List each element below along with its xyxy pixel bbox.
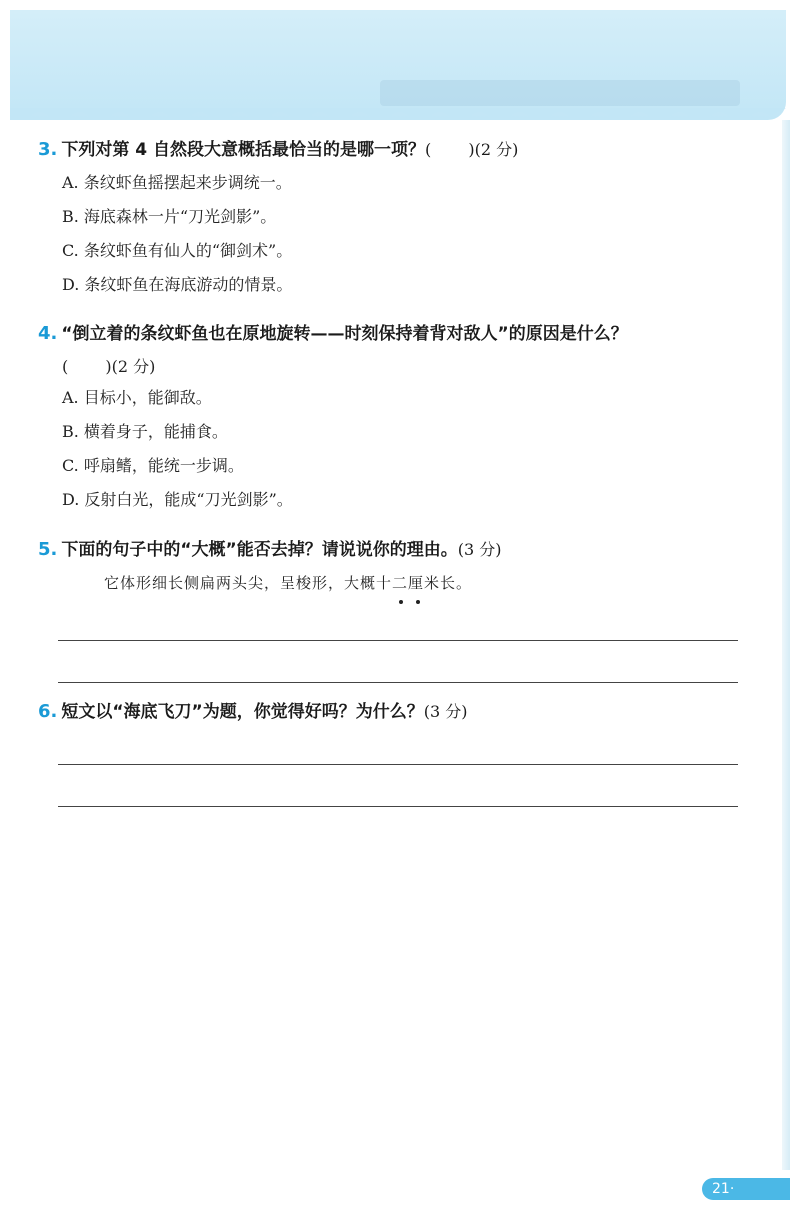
option-b[interactable]: B. 横着身子，能捕食。	[62, 422, 228, 441]
question-4	[38, 322, 628, 511]
header-wave-decoration	[10, 108, 786, 130]
answer-line-q5-2[interactable]	[58, 682, 738, 683]
question-number: 4.	[38, 323, 58, 344]
answer-blank[interactable]: ( )(2 分)	[425, 140, 519, 159]
answer-line-q6-1[interactable]	[58, 764, 738, 765]
question-text: 短文以“海底飞刀”为题，你觉得好吗？为什么？	[61, 702, 424, 722]
question-4-stem	[38, 322, 628, 346]
option-c[interactable]: C. 呼扇鳍，能统一步调。	[62, 456, 244, 475]
option-a[interactable]: A. 目标小，能御敌。	[62, 388, 212, 407]
answer-line-q6-2[interactable]	[58, 806, 738, 807]
question-text: 下面的句子中的“大概”能否去掉？请说说你的理由。	[61, 540, 458, 560]
question-text: 下列对第 4 自然段大意概括最恰当的是哪一项？	[61, 140, 426, 160]
question-5-stem	[38, 538, 502, 562]
emphasis-dot	[399, 600, 403, 604]
option-a[interactable]: A. 条纹虾鱼摇摆起来步调统一。	[62, 173, 292, 192]
page-number: 21·	[702, 1178, 790, 1200]
option-b[interactable]: B. 海底森林一片“刀光剑影”。	[62, 207, 277, 226]
score-label: (3 分)	[423, 702, 468, 721]
header-faint-banner	[380, 80, 740, 106]
question-6-stem	[38, 700, 468, 724]
question-5	[38, 538, 502, 593]
quoted-sentence: 它体形细长侧扁两头尖，呈梭形，大概十二厘米长。	[104, 574, 473, 592]
option-d[interactable]: D. 条纹虾鱼在海底游动的情景。	[62, 275, 293, 294]
answer-blank[interactable]: ( )(2 分)	[62, 357, 156, 376]
question-3	[38, 138, 518, 296]
option-c[interactable]: C. 条纹虾鱼有仙人的“御剑术”。	[62, 241, 293, 260]
page-edge	[782, 120, 790, 1170]
emphasis-dot	[416, 600, 420, 604]
question-text: “倒立着的条纹虾鱼也在原地旋转——时刻保持着背对敌人”的原因是什么？	[61, 324, 628, 344]
option-d[interactable]: D. 反射白光，能成“刀光剑影”。	[62, 490, 293, 509]
answer-line-q5-1[interactable]	[58, 640, 738, 641]
question-number: 5.	[38, 539, 58, 560]
question-3-stem	[38, 138, 518, 162]
question-6	[38, 700, 468, 724]
question-number: 6.	[38, 701, 58, 722]
score-label: (3 分)	[457, 540, 502, 559]
question-number: 3.	[38, 139, 58, 160]
